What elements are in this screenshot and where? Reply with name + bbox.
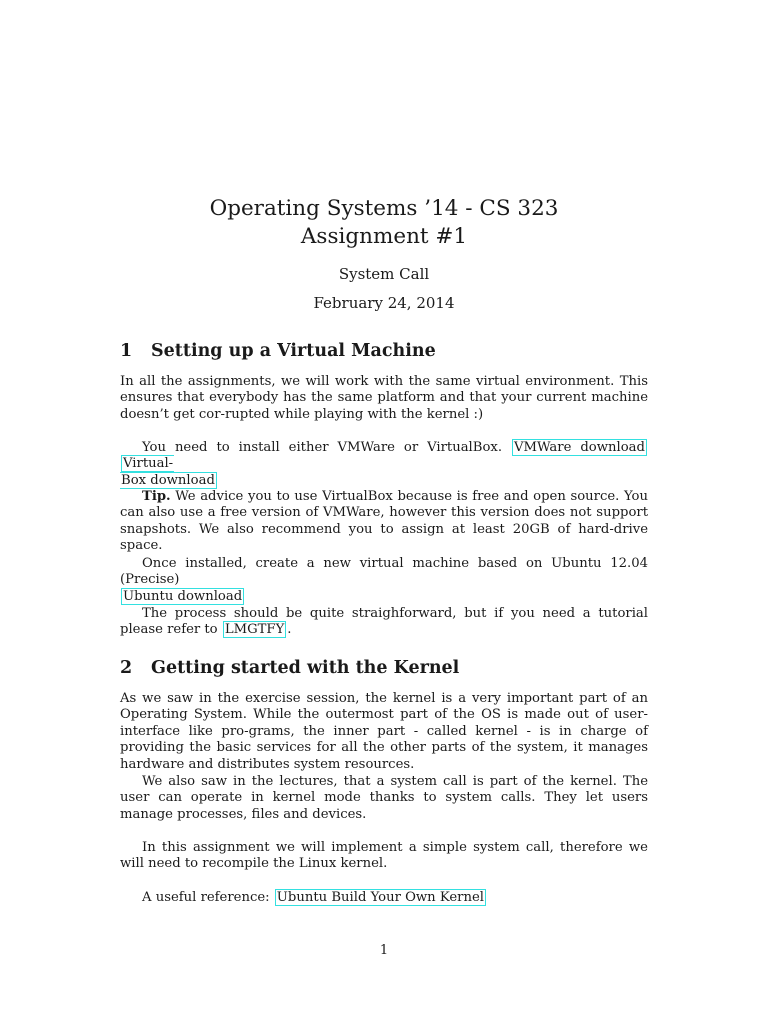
- page-number: 1: [379, 943, 389, 958]
- vmware-download-link[interactable]: VMWare download: [514, 440, 645, 455]
- document-subtitle: System Call: [338, 265, 430, 283]
- lmgtfy-link[interactable]: LMGTFY: [224, 622, 285, 638]
- document-date: February 24, 2014: [313, 294, 455, 312]
- ubuntu-build-kernel-link[interactable]: Ubuntu Build Your Own Kernel: [276, 890, 484, 905]
- section-2-paragraph-2: We also saw in the lectures, that a system call is part of the kernel. The user can operate in kernel mode thanks to system calls. They let users manage processes, files and devices.: [120, 774, 648, 822]
- section-2-paragraph-3: In this assignment we will implement a simple system call, therefore we will need to recompile the Linux kernel.: [120, 840, 648, 872]
- tip-text: We advice you to use VirtualBox because is free and open source. You can also use a free version of VMWare, however this version does not support snapshots. We also recommend you to assign at least 20GB of hard-drive space.: [120, 489, 648, 554]
- section-2-paragraph-4: [120, 890, 648, 906]
- section-1-title: Setting up a Virtual Machine: [151, 341, 436, 361]
- virtualbox-download-link-part-2[interactable]: Box download: [121, 472, 215, 488]
- section-1-paragraph-1: In all the assignments, we will work with the same virtual environment. This ensures that everybody has the same platform and that your current machine doesn’t get cor-rupted while playing with the kernel :): [120, 374, 648, 422]
- section-1-paragraph-3: [120, 489, 648, 555]
- section-1-paragraph-4: [120, 556, 648, 605]
- section-2-heading: [120, 658, 459, 678]
- virtualbox-download-link-part-1[interactable]: Virtual-: [123, 456, 174, 472]
- reference-text: A useful reference:: [142, 890, 270, 905]
- title-line-2: Assignment #1: [300, 224, 468, 249]
- section-1-number: 1: [120, 341, 133, 361]
- document-title: [0, 195, 768, 251]
- title-line-1: Operating Systems ’14 - CS 323: [209, 196, 559, 221]
- sentence-end: .: [287, 622, 292, 638]
- section-1-paragraph-2: [120, 440, 648, 489]
- install-text: You need to install either VMWare or VirtualBox.: [142, 440, 503, 455]
- tip-label: Tip.: [142, 489, 171, 504]
- section-1-paragraph-5: [120, 606, 648, 639]
- tutorial-text: The process should be quite straighforward, but if you need a tutorial please refer to: [120, 606, 648, 638]
- section-2-number: 2: [120, 658, 133, 678]
- section-2-paragraph-1: As we saw in the exercise session, the kernel is a very important part of an Operating System. While the outermost part of the OS is made out of user-interface like pro-grams, the inner part - called kernel - is in charge of providing the basic services for all the other parts of the system, it manages hardware and distributes system resources.: [120, 691, 648, 772]
- section-1-heading: [120, 341, 436, 361]
- ubuntu-download-link[interactable]: Ubuntu download: [123, 588, 243, 604]
- create-vm-text: Once installed, create a new virtual machine based on Ubuntu 12.04 (Precise): [120, 556, 648, 588]
- section-2-title: Getting started with the Kernel: [151, 658, 460, 678]
